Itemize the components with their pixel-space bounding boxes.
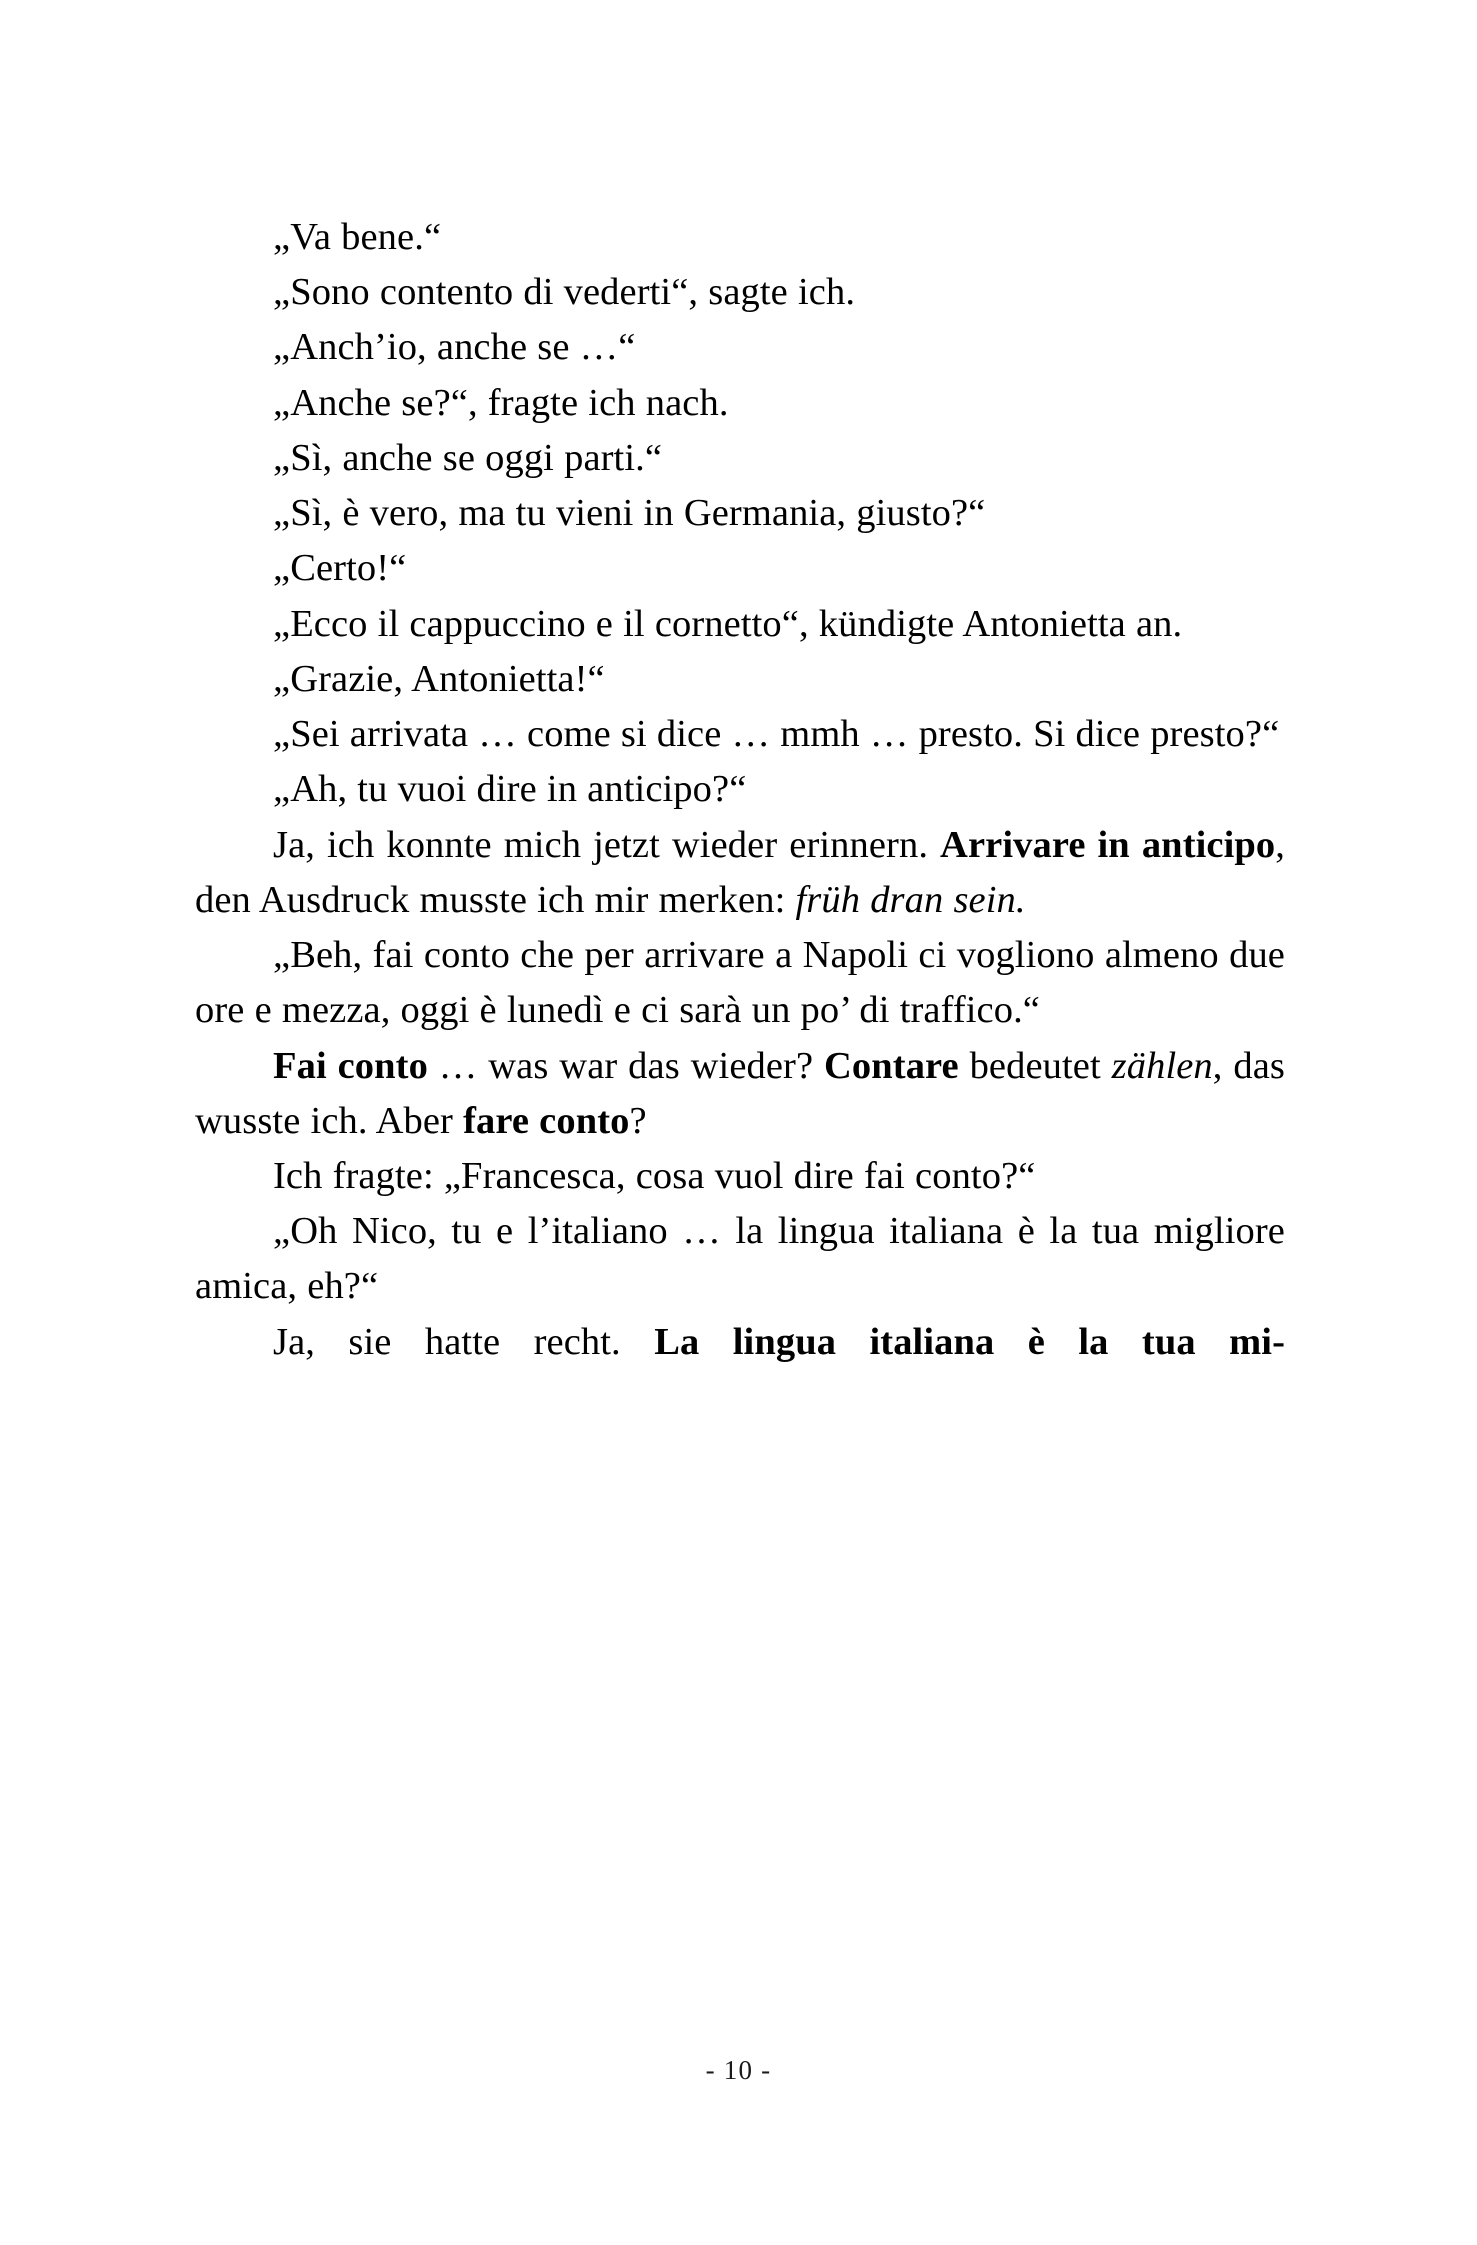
- paragraph-narration-arrivare: [195, 818, 1285, 928]
- emphasis-italic: früh dran sein.: [795, 878, 1026, 921]
- text-run: Ja, ich konnte mich jetzt wieder erinnern.: [273, 823, 941, 866]
- text-run: , den Ausdruck musste ich mir merken:: [195, 823, 1285, 921]
- emphasis-bold: Fai conto: [273, 1044, 428, 1087]
- paragraph-dialogue: „Sì, anche se oggi parti.“: [273, 436, 663, 479]
- text-run: … was war das wieder?: [427, 1044, 825, 1087]
- text-run: Ja, sie hatte recht.: [273, 1320, 655, 1363]
- emphasis-bold: Arrivare in anticipo: [940, 823, 1276, 866]
- paragraph-dialogue: „Beh, fai conto che per arrivare a Napoli ci vogliono almeno due ore e mezza, oggi è lunedì e ci sarà un po’ di traffico.“: [195, 934, 1285, 1032]
- emphasis-bold: fare conto: [463, 1099, 630, 1142]
- emphasis-bold: La lingua italiana è la tua mi-: [654, 1320, 1285, 1363]
- paragraph-dialogue: „Sono contento di vederti“, sagte ich.: [273, 271, 856, 314]
- body-text-block: [195, 210, 1285, 1425]
- paragraph-dialogue: „Anche se?“, fragte ich nach.: [273, 381, 729, 424]
- paragraph-dialogue: „Oh Nico, tu e l’italiano … la lingua italiana è la tua migliore amica, eh?“: [195, 1210, 1285, 1308]
- paragraph-dialogue: „Anch’io, anche se …“: [273, 326, 636, 369]
- page-number: - 10 -: [705, 2055, 772, 2085]
- paragraph-dialogue: „Grazie, Antonietta!“: [273, 657, 605, 700]
- paragraph-dialogue: „Ecco il cappuccino e il cornetto“, kündigte Antonietta an.: [273, 602, 1183, 645]
- paragraph-narration-lalingua: [195, 1315, 1285, 1425]
- text-run: bedeutet: [958, 1044, 1112, 1087]
- paragraph-dialogue: „Sei arrivata … come si dice … mmh … presto. Si dice presto?“: [273, 713, 1280, 756]
- emphasis-italic: zählen: [1111, 1044, 1213, 1087]
- paragraph-dialogue: „Sì, è vero, ma tu vieni in Germania, giusto?“: [273, 492, 986, 535]
- emphasis-bold: Contare: [824, 1044, 959, 1087]
- paragraph-dialogue: Ich fragte: „Francesca, cosa vuol dire fai conto?“: [273, 1154, 1036, 1197]
- paragraph-dialogue: „Ah, tu vuoi dire in anticipo?“: [273, 768, 747, 811]
- paragraph-dialogue: „Certo!“: [273, 547, 407, 590]
- paragraph-dialogue: „Va bene.“: [273, 216, 442, 258]
- text-run: ?: [629, 1099, 647, 1142]
- text-run: , das wusste ich. Aber: [195, 1044, 1285, 1142]
- paragraph-narration-faiconto: [195, 1039, 1285, 1149]
